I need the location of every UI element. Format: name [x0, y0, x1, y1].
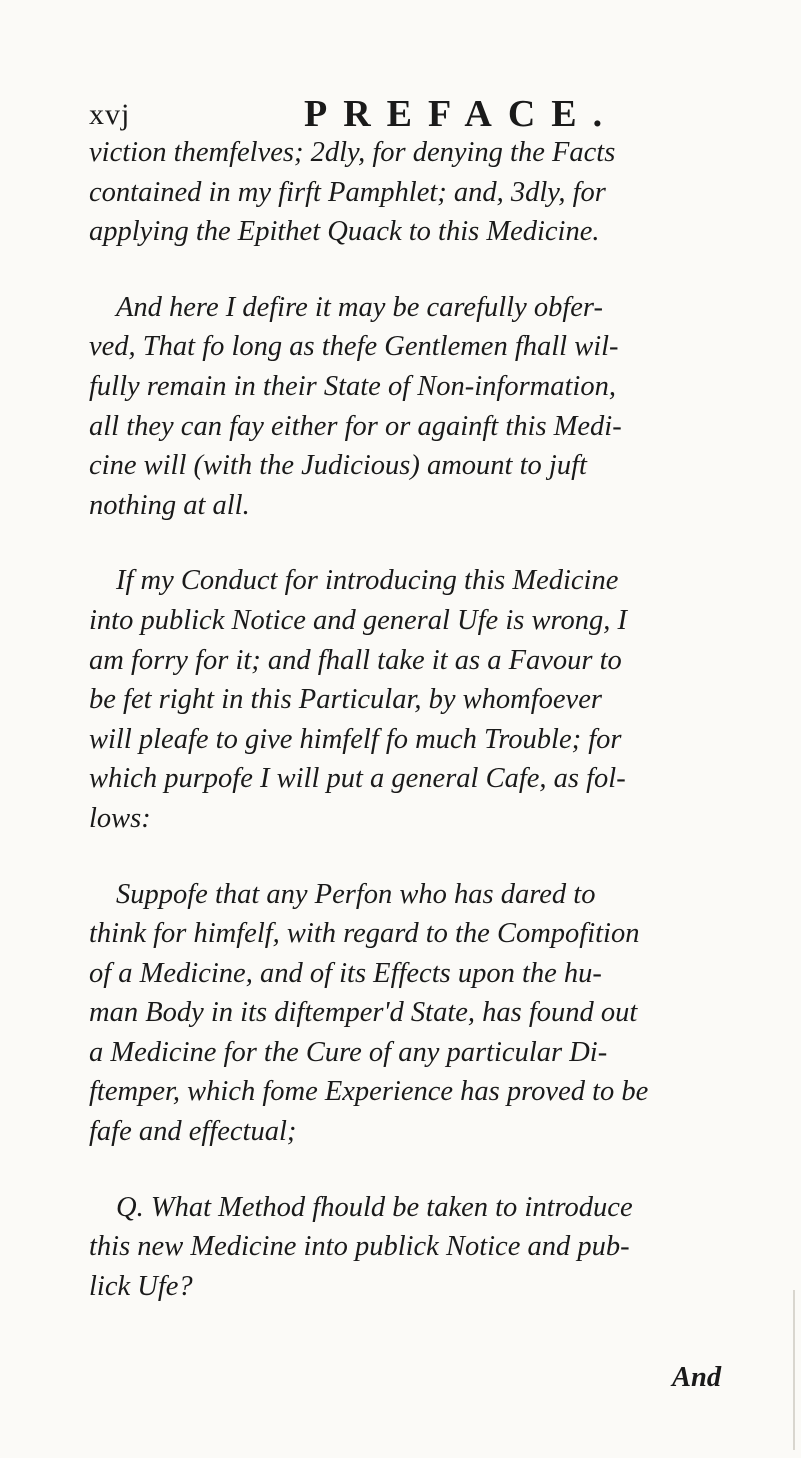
text-line: applying the Epithet Quack to this Medicine. [89, 216, 600, 248]
body-text [89, 133, 709, 1306]
text-line: be fet right in this Particular, by whomfoever [89, 684, 602, 716]
text-line: am forry for it; and fhall take it as a Favour to [89, 644, 622, 676]
text-line: Suppofe that any Perfon who has dared to [116, 878, 596, 910]
text-line: nothing at all. [89, 489, 250, 521]
text-line: fafe and effectual; [89, 1116, 297, 1148]
text-line: a Medicine for the Cure of any particular Di- [89, 1036, 608, 1068]
text-line: fully remain in their State of Non-information, [89, 370, 616, 402]
text-line: of a Medicine, and of its Effects upon the hu- [89, 957, 602, 989]
text-line: ved, That fo long as thefe Gentlemen fhall wil- [89, 331, 619, 363]
text-line: will pleafe to give himfelf fo much Trouble; for [89, 723, 622, 755]
paragraph-3 [89, 561, 709, 838]
text-line: which purpofe I will put a general Cafe, as fol- [89, 763, 626, 795]
text-line: man Body in its diftemper'd State, has found out [89, 997, 638, 1029]
paragraph-4 [89, 875, 709, 1152]
text-line: ftemper, which fome Experience has proved to be [89, 1076, 649, 1108]
page-number: xvj [89, 98, 131, 131]
text-line: into publick Notice and general Ufe is wrong, I [89, 604, 627, 636]
text-line: viction themfelves; 2dly, for denying the Facts [89, 137, 616, 168]
page-edge-shadow [793, 1290, 795, 1450]
page-header [89, 92, 729, 135]
text-line: think for himfelf, with regard to the Compofition [89, 918, 640, 950]
catchword: And [672, 1362, 722, 1393]
text-line: contained in my firft Pamphlet; and, 3dly, for [89, 176, 606, 208]
paragraph-1 [89, 133, 709, 252]
text-line: this new Medicine into publick Notice and pub- [89, 1231, 630, 1263]
running-title: PREFACE. [304, 93, 619, 135]
text-line: If my Conduct for introducing this Medicine [116, 565, 619, 597]
paragraph-2 [89, 288, 709, 526]
text-line: And here I defire it may be carefully obfer- [116, 291, 603, 323]
text-line: lick Ufe? [89, 1270, 193, 1302]
text-line: cine will (with the Judicious) amount to juft [89, 450, 587, 482]
text-line: Q. What Method fhould be taken to introduce [116, 1191, 633, 1223]
text-line: all they can fay either for or againft this Medi- [89, 410, 622, 442]
paragraph-5 [89, 1188, 709, 1307]
text-line: lows: [89, 802, 151, 834]
